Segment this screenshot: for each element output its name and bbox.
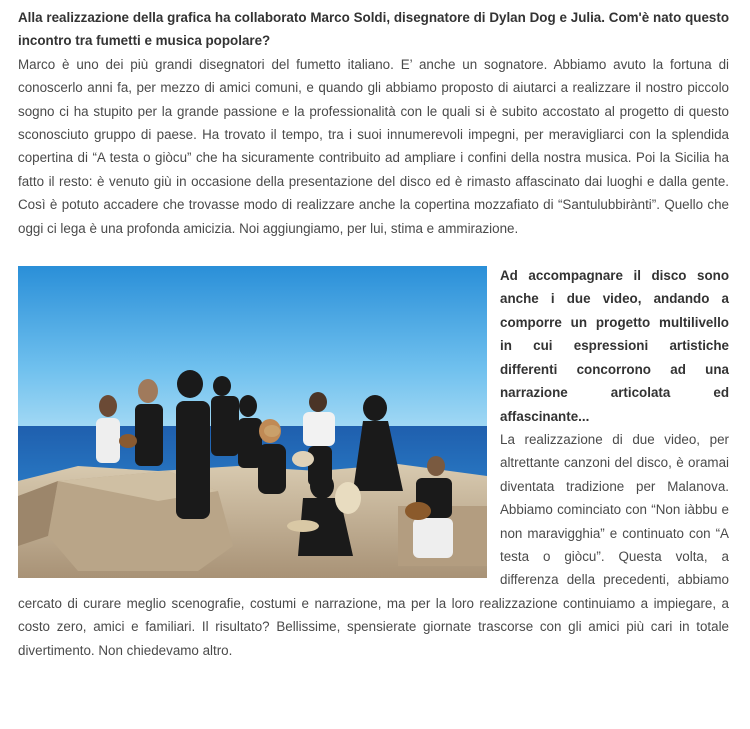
- video-section: [18, 264, 729, 662]
- interview-question-videos: Ad accompagnare il disco sono anche i due video, andando a comporre un progetto multilivello in cui espressioni artistiche differenti concorrono ad una narrazione articolata ed affascinante...: [500, 268, 729, 424]
- article: [18, 6, 729, 662]
- interview-answer-graphics: Marco è uno dei più grandi disegnatori del fumetto italiano. E’ anche un sognatore. Abbiamo avuto la fortuna di conoscerlo anni fa, per mezzo di amici comuni, e quando gli abbiamo proposto di aiutarci a realizzare il nostro piccolo sogno ci ha stupito per la grande passione e la professionalità con le quali si è subito accostato al progetto di questo sconosciuto gruppo di paese. Ha trovato il tempo, tra i suoi innumerevoli impegni, per meravigliarci con la splendida copertina di “A testa o giòcu” che ha sicuramente contribuito ad ampliare i confini della nostra musica. Poi la Sicilia ha fatto il resto: è venuto giù in occasione della presentazione del disco ed è rimasto affascinato dai luoghi e dalla gente. Così è potuto accadere che trovasse modo di realizzare anche la copertina mozzafiato di “Santulubbirànti”. Quello che oggi ci lega è una profonda amicizia. Noi aggiungiamo, per lui, stima e ammirazione.: [18, 56, 729, 236]
- interview-question-graphics: Alla realizzazione della grafica ha collaborato Marco Soldi, disegnatore di Dylan Dog e Julia. Com'è nato questo incontro tra fumetti e musica popolare?: [18, 10, 729, 49]
- interview-answer-videos: La realizzazione di due video, per altrettante canzoni del disco, è oramai diventata tradizione per Malanova. Abbiamo cominciato con “Non iàbbu e non maravigghia” e continuato con “A testa o giòcu”. Questa volta, a differenza della precedenti, abbiamo cercato di curare meglio scenografie, costumi e narrazione, ma per la loro realizzazione continuiamo a impiegare, a costo zero, amici e familiari. Il risultato? Bellissime, spensierate giornate trascorse con gli amici più cari in totale divertimento. Non chiedevamo altro.: [18, 431, 729, 658]
- band-photo-image: [18, 266, 487, 578]
- band-photo: [18, 266, 487, 578]
